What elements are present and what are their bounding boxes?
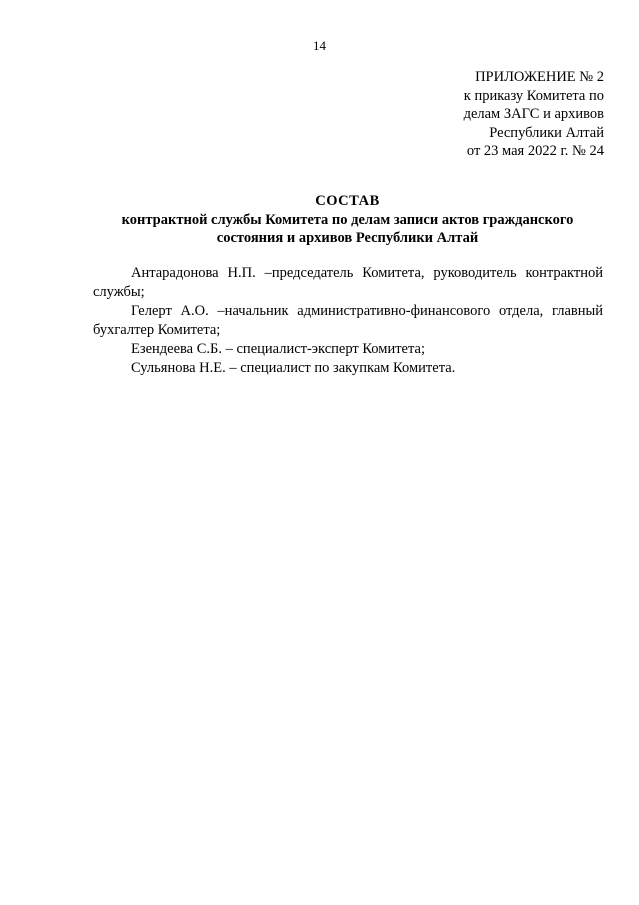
heading-subtitle-line: контрактной службы Комитета по делам записи актов гражданского (121, 211, 574, 228)
member-entry: Сульянова Н.Е. – специалист по закупкам Комитета. (131, 360, 456, 376)
member-entry: Антарадонова Н.П. –председатель Комитета, руководитель контрактной службы; (93, 265, 603, 300)
member-entry: Гелерт А.О. –начальник административно-финансового отдела, главный бухгалтер Комитета; (93, 303, 603, 338)
page-number: 14 (313, 38, 326, 53)
appendix-block (344, 68, 604, 161)
document-heading (90, 192, 605, 248)
heading-subtitle-line: состояния и архивов Республики Алтай (216, 230, 479, 246)
members-list (93, 264, 603, 378)
appendix-line: ПРИЛОЖЕНИЕ № 2 (475, 69, 604, 85)
appendix-line: от 23 мая 2022 г. № 24 (466, 143, 604, 159)
appendix-line: Республики Алтай (489, 124, 604, 141)
appendix-line: делам ЗАГС и архивов (463, 106, 604, 122)
member-entry: Езендеева С.Б. – специалист-эксперт Комитета; (131, 341, 425, 357)
heading-title: СОСТАВ (315, 193, 380, 209)
appendix-line: к приказу Комитета по (463, 87, 604, 104)
